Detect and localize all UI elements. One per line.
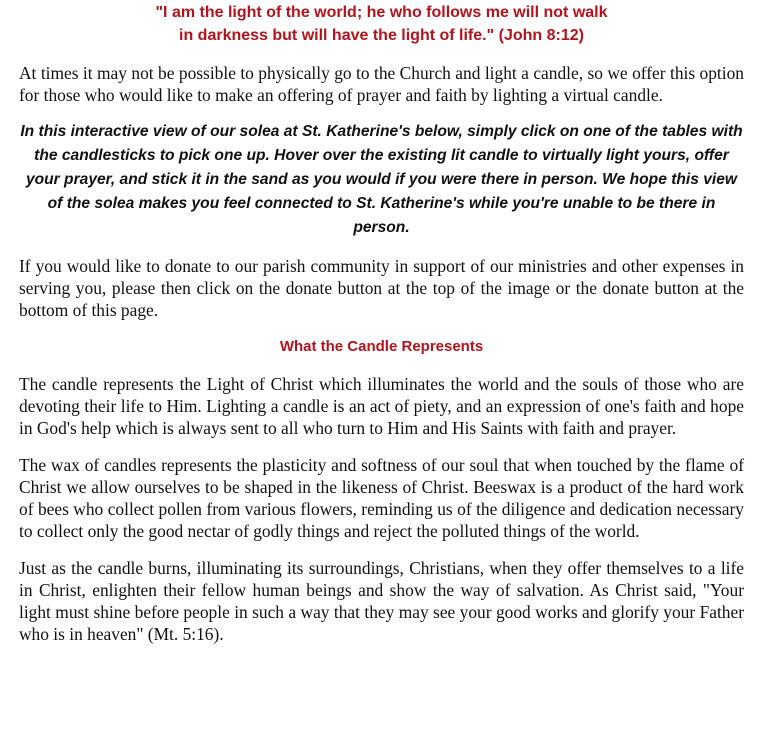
intro-paragraph: At times it may not be possible to physically go to the Church and light a candle, so we offer this option for those who would like to make an offering of prayer and faith by lighting a virtual candle. <box>19 63 744 105</box>
scripture-quote <box>19 1 744 47</box>
section-heading: What the Candle Represents <box>279 338 484 355</box>
quote-line-2: in darkness but will have the light of life." (John 8:12) <box>179 27 584 44</box>
burn-paragraph: Just as the candle burns, illuminating its surroundings, Christians, when they offer themselves to a life in Christ, enlighten their fellow human beings and show the way of salvation. As Christ said, "Your light must shine before people in such a way that they may see your good works and glorify your Father who is in heaven" (Mt. 5:16). <box>19 558 744 644</box>
donate-paragraph: If you would like to donate to our parish community in support of our ministries and other expenses in serving you, please then click on the donate button at the top of the image or the donate button at the bottom of this page. <box>19 256 744 320</box>
instructions-paragraph: In this interactive view of our solea at St. Katherine's below, simply click on one of the tables with the candlesticks to pick one up. Hover over the existing lit candle to virtually light yours, offer your prayer, and stick it in the sand as you would if you were there in person. We hope this view of the solea makes you feel connected to St. Katherine's while you're unable to be there in person. <box>20 123 743 236</box>
page-content <box>19 0 744 645</box>
light-paragraph: The candle represents the Light of Christ which illuminates the world and the souls of those who are devoting their life to Him. Lighting a candle is an act of piety, and an expression of one's faith and hope in God's help which is always sent to all who turn to Him and His Saints with faith and prayer. <box>19 374 744 438</box>
wax-paragraph: The wax of candles represents the plasticity and softness of our soul that when touched by the flame of Christ we allow ourselves to be shaped in the likeness of Christ. Beeswax is a product of the hard work of bees who collect pollen from various flowers, reminding us of the diligence and dedication necessary to collect only the good nectar of godly things and reject the polluted things of the world. <box>19 455 744 541</box>
quote-line-1: "I am the light of the world; he who follows me will not walk <box>155 4 608 21</box>
